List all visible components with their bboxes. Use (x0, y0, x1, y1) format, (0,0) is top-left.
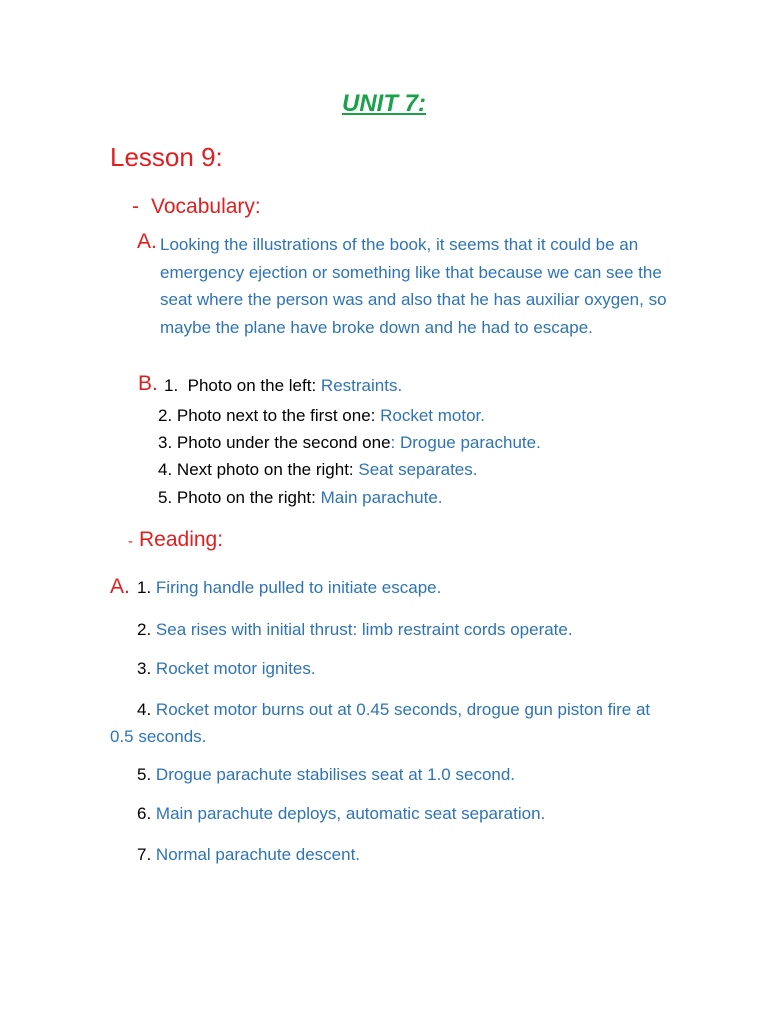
reading-heading (128, 528, 223, 552)
reading-item-1 (137, 578, 441, 598)
vocabulary-b-item-1 (164, 376, 402, 396)
item-number: 6. (137, 804, 152, 823)
vocabulary-b-item-4 (158, 460, 477, 480)
item-answer: Main parachute. (320, 488, 443, 507)
reading-a-letter: A. (110, 575, 130, 598)
vocabulary-b-item-3 (158, 433, 541, 453)
item-answer: : Drogue parachute. (390, 433, 541, 452)
item-label: Photo on the right: (176, 488, 316, 507)
reading-item-3 (137, 659, 316, 679)
item-number: 4. (137, 700, 152, 719)
item-label: Photo on the left: (187, 376, 317, 395)
item-label: Next photo on the right: (176, 460, 354, 479)
item-label: Photo next to the first one: (176, 406, 376, 425)
vocabulary-heading (132, 195, 261, 219)
item-number: 1. (164, 376, 179, 395)
item-label: Photo under the second one (176, 433, 391, 452)
item-number: 2. (158, 406, 173, 425)
item-number: 5. (158, 488, 173, 507)
item-answer: Seat separates. (358, 460, 478, 479)
item-text: Firing handle pulled to initiate escape. (155, 578, 442, 597)
item-text: Normal parachute descent. (155, 845, 361, 864)
unit-title: UNIT 7: (342, 90, 426, 117)
vocabulary-a-letter: A. (137, 230, 157, 253)
item-number: 2. (137, 620, 152, 639)
reading-item-7 (137, 845, 360, 865)
item-number: 4. (158, 460, 173, 479)
reading-heading-text: Reading: (139, 528, 224, 551)
item-number: 3. (137, 659, 152, 678)
item-answer: Rocket motor. (380, 406, 485, 425)
item-text: Drogue parachute stabilises seat at 1.0 second. (155, 765, 516, 784)
vocabulary-a-paragraph: Looking the illustrations of the book, it seems that it could be an emergency ejection or something like that because we can see the seat where the person was and also that he has auxiliar oxygen, so maybe the plane have broke down and he had to escape. (160, 235, 667, 337)
reading-item-4 (110, 696, 670, 750)
vocabulary-b-letter: B. (138, 372, 158, 395)
item-number: 7. (137, 845, 152, 864)
item-number: 1. (137, 578, 152, 597)
vocabulary-heading-text: Vocabulary: (151, 195, 261, 218)
dash-bullet: - (128, 533, 133, 550)
item-text: Rocket motor burns out at 0.45 seconds, drogue gun piston fire at 0.5 seconds. (110, 700, 651, 746)
item-number: 5. (137, 765, 152, 784)
item-answer: Restraints. (320, 376, 403, 395)
dash-bullet: - (132, 195, 139, 218)
vocabulary-b-item-5 (158, 488, 443, 508)
item-text: Sea rises with initial thrust: limb restraint cords operate. (155, 620, 573, 639)
reading-item-5 (137, 765, 515, 785)
vocabulary-b-item-2 (158, 406, 485, 426)
item-text: Main parachute deploys, automatic seat separation. (155, 804, 546, 823)
item-text: Rocket motor ignites. (155, 659, 316, 678)
reading-item-2 (137, 620, 573, 640)
item-number: 3. (158, 433, 173, 452)
lesson-heading: Lesson 9: (110, 142, 223, 172)
reading-item-6 (137, 804, 545, 824)
